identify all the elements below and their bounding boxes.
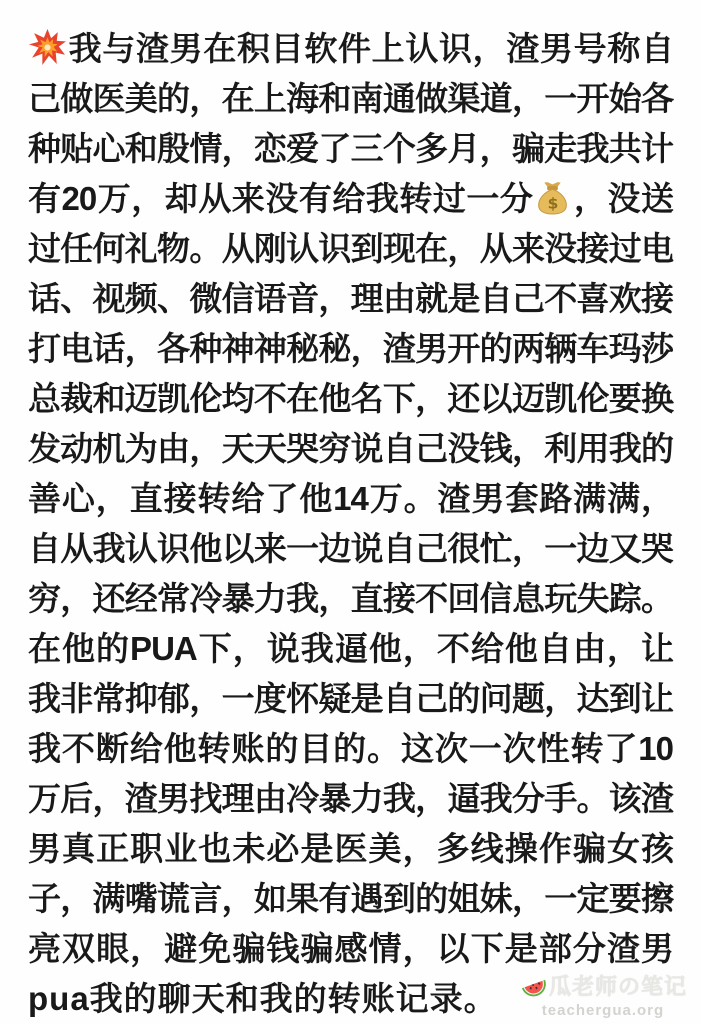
text-line: 我与渣男在积目软件上认识，渣男号称自 bbox=[28, 24, 673, 74]
text-line: 打电话，各种神神秘秘，渣男开的两辆车玛莎 bbox=[28, 330, 673, 367]
watermark-row bbox=[519, 970, 687, 1001]
text-line: 发动机为由，天天哭穷说自己没钱，利用我的 bbox=[28, 430, 673, 467]
text-line: 子，满嘴谎言，如果有遇到的姐妹，一定要擦 bbox=[28, 880, 673, 917]
post-text bbox=[28, 24, 673, 1024]
collision-emoji bbox=[29, 29, 66, 66]
text-line: 亮双眼，避免骗钱骗感情，以下是部分渣男 bbox=[28, 930, 673, 967]
text-line: pua我的聊天和我的转账记录。 bbox=[28, 980, 498, 1017]
text-line: 总裁和迈凯伦均不在他名下，还以迈凯伦要换 bbox=[28, 380, 673, 417]
watermark-url: teachergua.org bbox=[541, 1002, 665, 1019]
text-line: 万后，渣男找理由冷暴力我，逼我分手。该渣 bbox=[28, 780, 673, 817]
svg-text:$: $ bbox=[548, 194, 558, 213]
text-line: 我非常抑郁，一度怀疑是自己的问题，达到让 bbox=[28, 680, 673, 717]
text-line: 在他的PUA下，说我逼他，不给他自由，让 bbox=[28, 630, 673, 667]
text-line: 我不断给他转账的目的。这次一次性转了10 bbox=[28, 730, 673, 767]
text-line: 话、视频、微信语音，理由就是自己不喜欢接 bbox=[28, 280, 673, 317]
watermark bbox=[519, 970, 687, 1019]
text-line: 穷，还经常冷暴力我，直接不回信息玩失踪。 bbox=[28, 580, 673, 617]
text-line: 男真正职业也未必是医美，多线操作骗女孩 bbox=[28, 830, 673, 867]
text-line: 善心，直接转给了他14万。渣男套路满满， bbox=[28, 480, 673, 517]
text-line: 自从我认识他以来一边说自己很忙，一边又哭 bbox=[28, 530, 673, 567]
text-line: 过任何礼物。从刚认识到现在，从来没接过电 bbox=[28, 230, 673, 267]
watermark-name: 瓜老师の笔记 bbox=[548, 974, 687, 999]
text-line: 己做医美的，在上海和南通做渠道，一开始各 bbox=[28, 80, 673, 117]
text-line: 有20万，却从来没有给我转过一分 $ ，没送 bbox=[28, 180, 673, 217]
money-bag-emoji bbox=[534, 179, 571, 216]
watermelon-icon bbox=[519, 972, 548, 999]
text-line: 种贴心和殷情，恋爱了三个多月，骗走我共计 bbox=[28, 130, 673, 167]
